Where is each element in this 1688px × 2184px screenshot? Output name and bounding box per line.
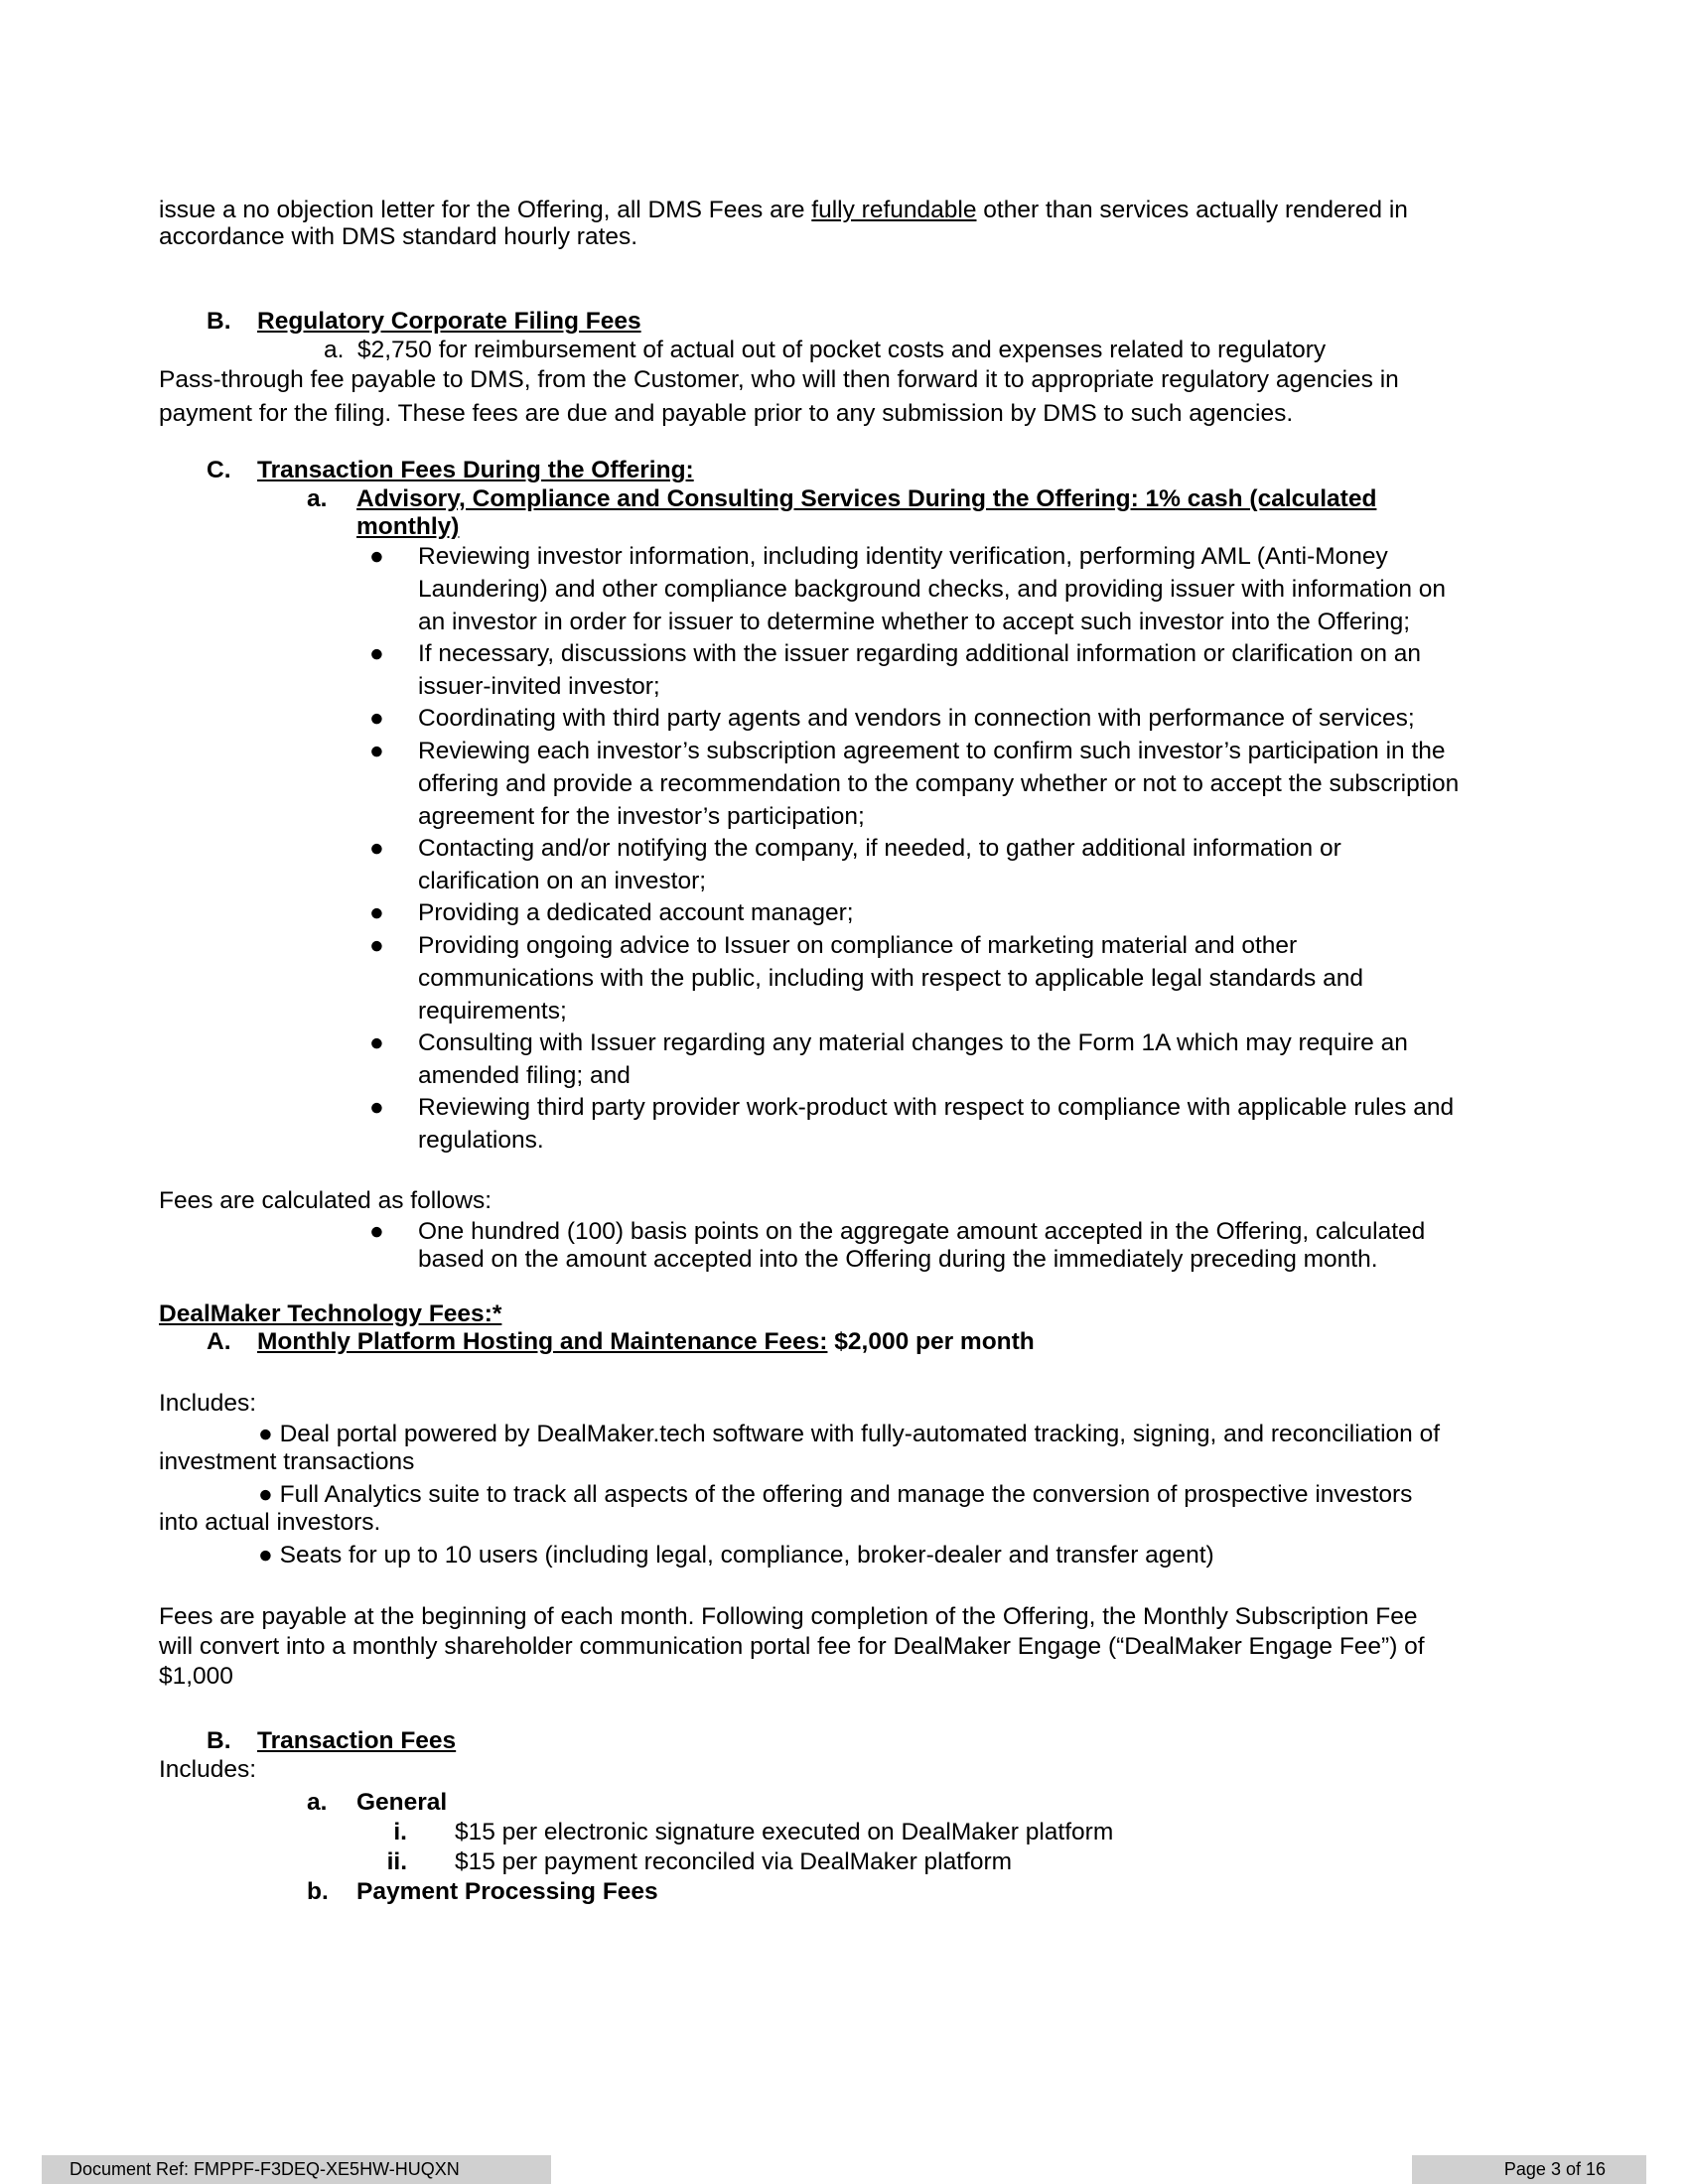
bullet-icon: ● [369,738,384,764]
list-item-line: based on the amount accepted into the Offering during the immediately preceding month. [418,1246,1378,1273]
bullet-icon: ● [369,899,384,926]
bullet-icon: ● [369,640,384,667]
list-item-line: offering and provide a recommendation to the company whether or not to accept the subscription [418,770,1460,797]
list-item-line: One hundred (100) basis points on the aggregate amount accepted in the Offering, calculated [418,1218,1426,1245]
dealmaker-a-heading: Monthly Platform Hosting and Maintenance Fees: [257,1328,828,1355]
payable-paragraph [159,1601,1549,1692]
section-b-marker: B. [207,308,231,335]
list-item [418,638,1550,702]
section-b-line-2: Pass-through fee payable to DMS, from the Customer, who will then forward it to appropriate regulatory agencies in [159,366,1399,393]
list-item-line: issuer-invited investor; [418,673,660,700]
fully-refundable-text: fully refundable [811,197,977,223]
general-label: General [356,1789,448,1816]
list-item-line: an investor in order for issuer to determine whether to accept such investor into the Offering; [418,609,1411,635]
list-item-line: requirements; [418,998,567,1024]
general-item-text: $15 per electronic signature executed on DealMaker platform [455,1819,1114,1845]
list-item [418,1027,1550,1091]
dealmaker-b-includes: Includes: [159,1756,257,1783]
bullet-icon: ● [369,932,384,959]
section-b-line-3: payment for the filing. These fees are due and payable prior to any submission by DMS to such agencies. [159,400,1294,427]
payment-marker: b. [307,1878,329,1905]
list-item-line: Providing a dedicated account manager; [418,899,854,926]
bullet-icon: ● [369,835,384,862]
section-b-heading: Regulatory Corporate Filing Fees [257,308,641,335]
list-item [418,736,1550,832]
payable-line: will convert into a monthly shareholder communication portal fee for DealMaker Engage (“DealMaker Engage Fee”) of [159,1633,1425,1660]
general-item-text: $15 per payment reconciled via DealMaker platform [455,1848,1013,1875]
intro-line-2: accordance with DMS standard hourly rates. [159,223,638,250]
list-item-line: Laundering) and other compliance background checks, and providing issuer with information on [418,576,1447,603]
dealmaker-a-amount: $2,000 per month [827,1328,1035,1355]
section-c-heading: Transaction Fees During the Offering: [257,457,694,483]
general-marker: a. [307,1789,328,1816]
list-item [418,541,1550,637]
page-number-footer: Page 3 of 16 [1412,2155,1646,2184]
general-item-marker: ii. [386,1848,407,1875]
list-item [418,1092,1550,1156]
dealmaker-a-heading-row [257,1326,1035,1357]
bullet-icon: ● [369,543,384,570]
dealmaker-b-marker: B. [207,1727,231,1754]
list-item-line: Providing ongoing advice to Issuer on compliance of marketing material and other [418,932,1298,959]
list-item-line: ● Seats for up to 10 users (including legal, compliance, broker-dealer and transfer agent) [258,1542,1214,1569]
bullet-icon: ● [369,1218,384,1245]
section-b-item-text: $2,750 for reimbursement of actual out of pocket costs and expenses related to regulatory [357,337,1327,363]
list-item [159,1540,1549,1570]
list-item-line: amended filing; and [418,1062,631,1089]
dealmaker-heading: DealMaker Technology Fees:* [159,1300,502,1327]
list-item-line: Reviewing each investor’s subscription agreement to confirm such investor’s participation in the [418,738,1446,764]
section-b-item-marker: a. [324,337,345,363]
list-item [418,1216,1550,1275]
list-item-line: regulations. [418,1127,544,1154]
section-c-sub-heading-line-2: monthly) [356,513,460,540]
payment-label: Payment Processing Fees [356,1878,658,1905]
list-item-line: Consulting with Issuer regarding any material changes to the Form 1A which may require an [418,1029,1408,1056]
list-item-line: clarification on an investor; [418,868,707,894]
list-item [159,1479,1549,1538]
bullet-icon: ● [369,1029,384,1056]
list-item-line: Reviewing investor information, including identity verification, performing AML (Anti-Money [418,543,1388,570]
list-item-line: ● Full Analytics suite to track all aspects of the offering and manage the conversion of prospective investors [258,1481,1413,1508]
intro-paragraph [159,195,1549,252]
list-item-line: into actual investors. [159,1509,381,1536]
list-item-line: communications with the public, including with respect to applicable legal standards and [418,965,1363,992]
list-item-line: investment transactions [159,1448,415,1475]
list-item-line: Reviewing third party provider work-product with respect to compliance with applicable rules and [418,1094,1455,1121]
section-c-marker: C. [207,457,231,483]
list-item [418,930,1550,1026]
list-item-line: Contacting and/or notifying the company, if needed, to gather additional information or [418,835,1341,862]
section-c-sub-heading-line-1: Advisory, Compliance and Consulting Services During the Offering: 1% cash (calculated [356,485,1377,512]
general-item-marker: i. [393,1819,407,1845]
list-item-line: Coordinating with third party agents and vendors in connection with performance of services; [418,705,1415,732]
section-c-sub-marker: a. [307,485,328,512]
document-ref-footer: Document Ref: FMPPF-F3DEQ-XE5HW-HUQXN [42,2155,551,2184]
list-item [159,1419,1549,1477]
intro-text-post: other than services actually rendered in [976,197,1408,223]
dealmaker-a-marker: A. [207,1328,231,1355]
list-item [418,833,1550,896]
bullet-icon: ● [369,705,384,732]
fees-intro: Fees are calculated as follows: [159,1187,492,1214]
includes-label: Includes: [159,1390,257,1417]
payable-line: $1,000 [159,1663,233,1690]
payable-line: Fees are payable at the beginning of each month. Following completion of the Offering, the Monthly Subscription Fee [159,1603,1418,1630]
dealmaker-b-heading: Transaction Fees [257,1727,457,1754]
list-item [418,703,1550,734]
list-item-line: ● Deal portal powered by DealMaker.tech software with fully-automated tracking, signing, and reconciliation of [258,1421,1441,1447]
bullet-icon: ● [369,1094,384,1121]
list-item [418,897,1550,928]
intro-text-pre: issue a no objection letter for the Offering, all DMS Fees are [159,197,812,223]
list-item-line: If necessary, discussions with the issuer regarding additional information or clarification on an [418,640,1422,667]
list-item-line: agreement for the investor’s participation; [418,803,865,830]
